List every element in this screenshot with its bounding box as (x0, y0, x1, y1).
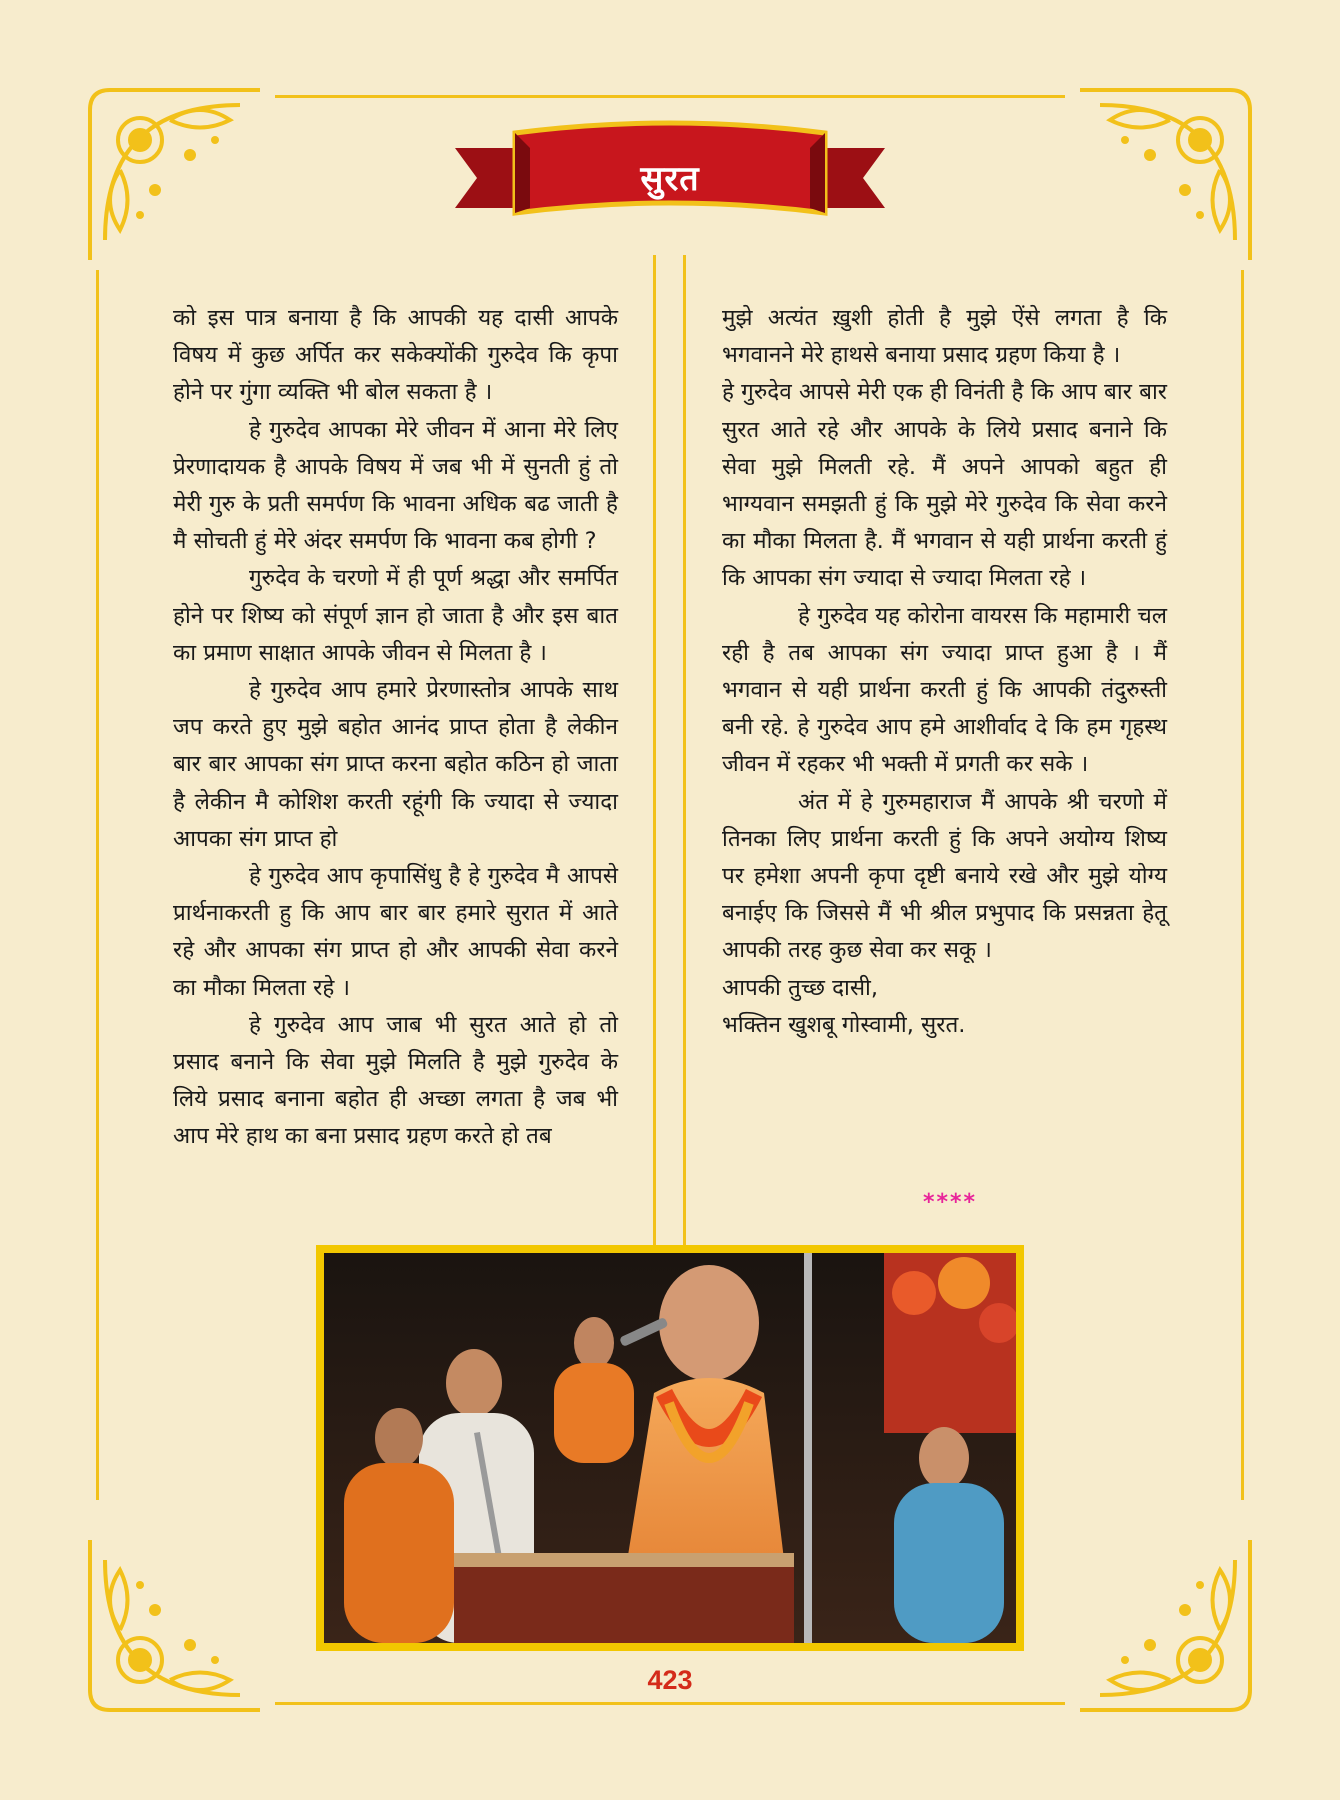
corner-ornament-bottom-right (1070, 1530, 1260, 1720)
column-divider-right (683, 255, 686, 1245)
page-number: 423 (647, 1665, 693, 1695)
left-paragraph-4: हे गुरुदेव आप हमारे प्रेरणास्तोत्र आपके साथ जप करते हुए मुझे बहोत आनंद प्राप्त होता है लेकीन बार बार आपका संग प्राप्त करना बहोत कठिन हो जाता है लेकीन मै कोशिश करती रहूंगी कि ज्यादा से ज्यादा आपका संग प्राप्त हो (173, 677, 618, 852)
right-paragraph-2: हे गुरुदेव आपसे मेरी एक ही विनंती है कि आप बार बार सुरत आते रहे और आपके के लिये प्रसाद बनाने कि सेवा मुझे मिलती रहे. मैं अपने आपको बहुत ही भाग्यवान समझती हुं कि मुझे मेरे गुरुदेव कि सेवा करने का मौका मिलता है. मैं भगवान से यही प्रार्थना करती हुं कि आपका संग ज्यादा से ज्यादा मिलता रहे । (722, 379, 1167, 592)
right-paragraph-3: हे गुरुदेव यह कोरोना वायरस कि महामारी चल रही है तब आपका संग ज्यादा प्राप्त हुआ है । मैं भगवान से यही प्रार्थना करती हुं कि आपकी तंदुरुस्ती बनी रहे. हे गुरुदेव आप हमे आशीर्वाद दे कि हम गृहस्थ जीवन में रहकर भी भक्ती में प्रगती कर सके । (722, 602, 1167, 778)
frame-left-line (96, 270, 99, 1500)
separator-stars: **** (922, 1190, 978, 1215)
left-paragraph-5: हे गुरुदेव आप कृपासिंधु है हे गुरुदेव मै आपसे प्रार्थनाकरती हु कि आप बार बार हमारे सुरात में आते रहे और आपका संग प्राप्त हो और आपकी सेवा करने का मौका मिलता रहे । (173, 863, 618, 1001)
left-paragraph-1: को इस पात्र बनाया है कि आपकी यह दासी आपके विषय में कुछ अर्पित कर सकेक्योंकी गुरुदेव कि कृपा होने पर गुंगा व्यक्ति भी बोल सकता है । (173, 305, 618, 406)
signature-line-2: भक्तिन खुशबू गोस्वामी, सुरत. (722, 1011, 966, 1038)
corner-ornament-top-right (1070, 80, 1260, 270)
column-divider-left (653, 255, 656, 1245)
frame-top-line (275, 95, 1065, 98)
left-paragraph-2: हे गुरुदेव आपका मेरे जीवन में आना मेरे लिए प्रेरणादायक है आपके विषय में जब भी में सुनती हुं तो मेरी गुरु के प्रती समर्पण कि भावना अधिक बढ जाती है मै सोचती हुं मेरे अंदर समर्पण कि भावना कब होगी ? (173, 416, 618, 555)
right-paragraph-1: मुझे अत्यंत ख़ुशी होती है मुझे ऐंसे लगता है कि भगवानने मेरे हाथसे बनाया प्रसाद ग्रहण किया है । (722, 305, 1167, 369)
kirtan-photo (324, 1253, 1016, 1643)
signature-line-1: आपकी तुच्छ दासी, (722, 974, 879, 1001)
right-paragraph-4: अंत में हे गुरुमहाराज मैं आपके श्री चरणो में तिनका लिए प्रार्थना करती हुं कि अपने अयोग्य शिष्य पर हमेशा अपनी कृपा दृष्टी बनाये रखे और मुझे योग्य बनाईए कि जिससे मैं भी श्रील प्रभुपाद कि प्रसन्नता हेतू आपकी तरह कुछ सेवा कर सकू । (722, 788, 1167, 964)
right-column (722, 300, 1167, 1044)
page-title: सुरत (640, 159, 700, 199)
left-paragraph-3: गुरुदेव के चरणो में ही पूर्ण श्रद्धा और समर्पित होने पर शिष्य को संपूर्ण ज्ञान हो जाता है और इस बात का प्रमाण साक्षात आपके जीवन से मिलता है । (173, 565, 618, 666)
left-paragraph-6: हे गुरुदेव आप जाब भी सुरत आते हो तो प्रसाद बनाने कि सेवा मुझे मिलति है मुझे गुरुदेव के लिये प्रसाद बनाना बहोत ही अच्छा लगता है जब भी आप मेरे हाथ का बना प्रसाद ग्रहण करते हो तब (173, 1011, 618, 1150)
left-column (173, 300, 618, 1156)
frame-right-line (1241, 270, 1244, 1500)
corner-ornament-bottom-left (80, 1530, 270, 1720)
photo-frame (316, 1245, 1024, 1651)
corner-ornament-top-left (80, 80, 270, 270)
frame-bottom-line (275, 1702, 1065, 1705)
